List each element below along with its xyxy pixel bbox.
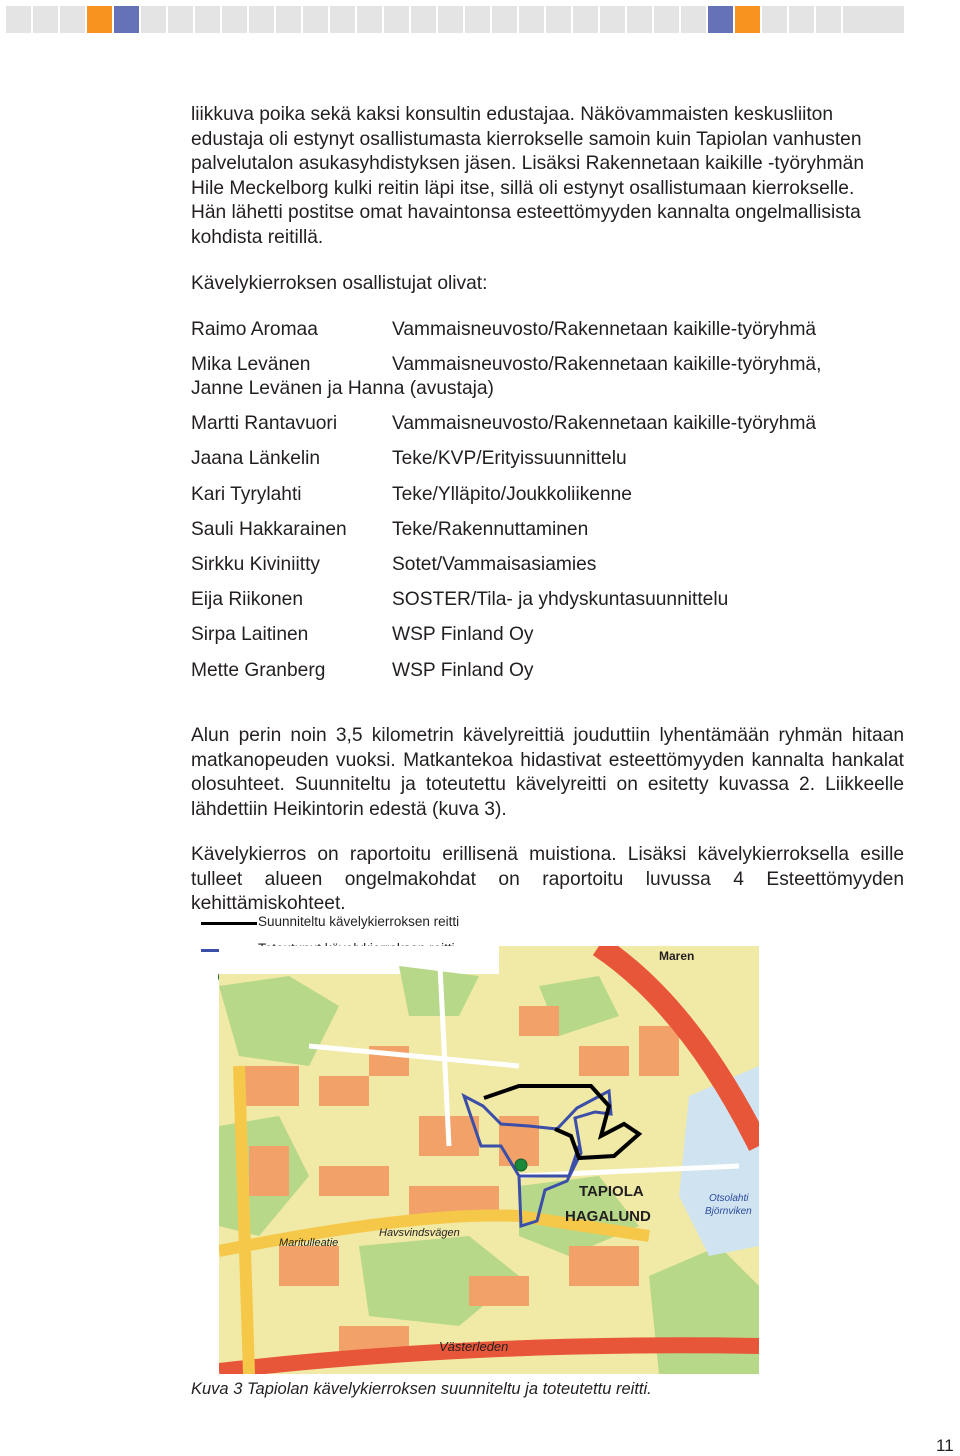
participant-name: Martti Rantavuori (191, 413, 338, 435)
map-image (219, 946, 759, 1374)
participant-org: WSP Finland Oy (392, 659, 534, 681)
participant-name: Sirkku Kiviniitty (191, 553, 321, 575)
header-square (222, 6, 247, 33)
map-label-otsolahti: Otsolahti (709, 1193, 749, 1204)
header-bar (843, 6, 904, 33)
participant-row (191, 353, 904, 412)
map-label-maren: Maren (659, 949, 695, 963)
participant-name: Kari Tyrylahti (191, 483, 302, 505)
header-square (465, 6, 490, 33)
participant-name: Sirpa Laitinen (191, 624, 309, 646)
header-square (411, 6, 436, 33)
header-square (33, 6, 58, 33)
participant-org: Teke/Ylläpito/Joukkoliikenne (392, 483, 632, 505)
header-square (87, 6, 112, 33)
page-number: 11 (936, 1436, 954, 1455)
participant-continuation: Janne Levänen ja Hanna (avustaja) (191, 378, 494, 400)
participants-list (191, 318, 904, 694)
participant-row (191, 318, 904, 353)
header-square (708, 6, 733, 33)
header-square (249, 6, 274, 33)
participant-row (191, 659, 904, 694)
participant-row (191, 412, 904, 447)
route-map (219, 946, 759, 1374)
intro-line: edustaja oli estynyt osallistumasta kierrokselle samoin kuin Tapiolan vanhusten (191, 128, 862, 150)
header-square (141, 6, 166, 33)
header-square (735, 6, 760, 33)
header-square (330, 6, 355, 33)
participant-org: Sotet/Vammaisasiamies (392, 553, 597, 575)
header-square (816, 6, 841, 33)
intro-line: Hile Meckelborg kulki reitin läpi itse, sillä oli estynyt osallistumaan kierrokselle. (191, 177, 855, 199)
header-square (357, 6, 382, 33)
header-square (762, 6, 787, 33)
participant-name: Mika Levänen (191, 354, 311, 376)
route-paragraph: Alun perin noin 3,5 kilometrin kävelyreittiä jouduttiin lyhentämään ryhmän hitaan matkanopeuden vuoksi. Matkantekoa hidastivat esteettömyyden kannalta hankalat olosuhteet. Suunniteltu ja toteutettu kävelyreitti on esitetty kuvassa 2. Liikkeelle lähdettiin Heikintorin edestä (kuva 3). (191, 725, 904, 820)
header-square (303, 6, 328, 33)
header-square (276, 6, 301, 33)
intro-line: Hän lähetti postitse omat havaintonsa esteettömyyden kannalta ongelmallisista (191, 202, 861, 223)
participant-row (191, 588, 904, 623)
map-label-bjornviken: Björnviken (705, 1206, 752, 1217)
participant-name: Mette Granberg (191, 659, 326, 681)
participant-org: Teke/KVP/Erityissuunnittelu (392, 448, 627, 470)
header-square (195, 6, 220, 33)
map-label-tapiola: TAPIOLA (579, 1183, 644, 1200)
map-label-vasterleden: Västerleden (439, 1339, 509, 1354)
planned-route-line-icon (201, 922, 257, 925)
header-square (168, 6, 193, 33)
participant-org: Vammaisneuvosto/Rakennetaan kaikille-työryhmä (392, 319, 817, 340)
header-square (60, 6, 85, 33)
participant-row (191, 447, 904, 482)
participant-org: Vammaisneuvosto/Rakennetaan kaikille-työryhmä (392, 413, 817, 435)
participant-row (191, 553, 904, 588)
header-square (789, 6, 814, 33)
map-label-maritullentie: Maritulleatie (279, 1237, 339, 1249)
header-color-strip (6, 6, 904, 33)
participants-heading: Kävelykierroksen osallistujat olivat: (191, 273, 488, 294)
map-label-havsvindsvagen: Havsvindsvägen (379, 1227, 460, 1239)
report-paragraph: Kävelykierros on raportoitu erillisenä muistiona. Lisäksi kävelykierroksella esille tulleet alueen ongelmakohdat on raportoitu luvussa 4 Esteettömyyden kehittämiskohteet. (191, 844, 904, 915)
header-square (546, 6, 571, 33)
intro-line: kohdista reitillä. (191, 226, 324, 248)
participant-org: Teke/Rakennuttaminen (392, 518, 589, 540)
participant-name: Raimo Aromaa (191, 319, 318, 340)
participant-org: WSP Finland Oy (392, 624, 534, 646)
participant-row (191, 623, 904, 658)
participant-name: Eija Riikonen (191, 589, 303, 611)
header-square (384, 6, 409, 33)
header-square (438, 6, 463, 33)
participant-org: SOSTER/Tila- ja yhdyskuntasuunnittelu (392, 589, 729, 611)
participant-org: Vammaisneuvosto/Rakennetaan kaikille-työryhmä, (392, 354, 822, 376)
header-square (627, 6, 652, 33)
header-square (654, 6, 679, 33)
header-square (519, 6, 544, 33)
map-label-hagalund: HAGALUND (565, 1208, 651, 1225)
participant-name: Sauli Hakkarainen (191, 518, 347, 540)
participant-row (191, 518, 904, 553)
header-square (600, 6, 625, 33)
intro-line: liikkuva poika sekä kaksi konsultin edustajaa. Näkövammaisten keskusliiton (191, 104, 834, 125)
header-square (114, 6, 139, 33)
header-square (573, 6, 598, 33)
figure-caption: Kuva 3 Tapiolan kävelykierroksen suunniteltu ja toteutettu reitti. (191, 1380, 652, 1398)
intro-paragraph (191, 103, 904, 250)
header-square (6, 6, 31, 33)
intro-line: palvelutalon asukasyhdistyksen jäsen. Lisäksi Rakennetaan kaikille -työryhmän (191, 153, 864, 174)
legend-label: Suunniteltu kävelykierroksen reitti (258, 914, 460, 929)
header-square (492, 6, 517, 33)
header-square (681, 6, 706, 33)
participant-row (191, 483, 904, 518)
participant-name: Jaana Länkelin (191, 448, 321, 470)
